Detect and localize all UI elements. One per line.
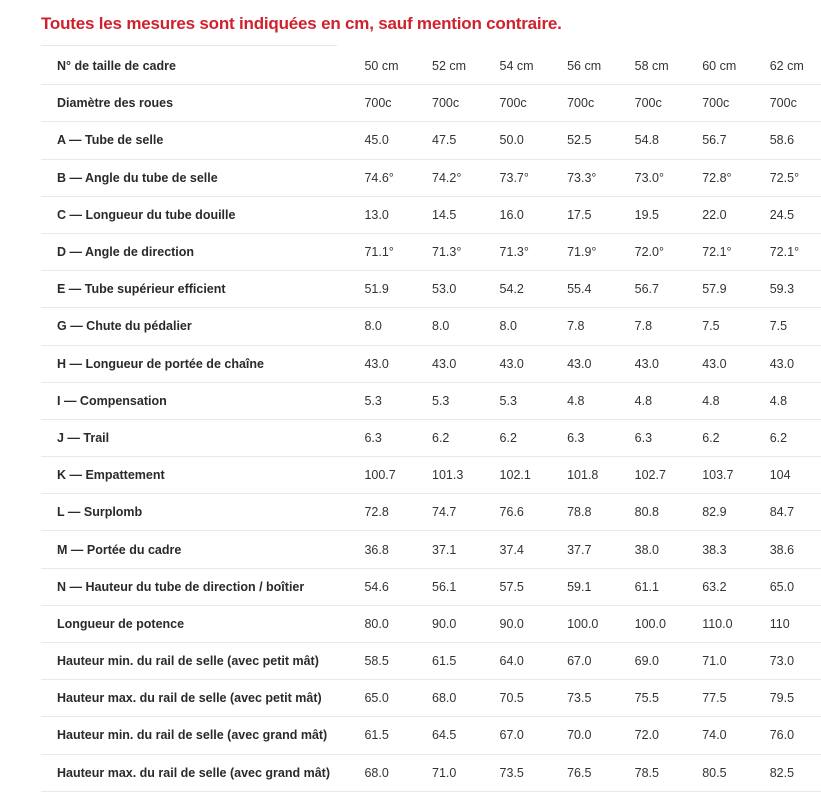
- table-cell: 73.0°: [635, 159, 703, 196]
- table-cell: 71.9°: [567, 233, 635, 270]
- table-cell: 80.0: [364, 605, 432, 642]
- table-cell: 103.7: [702, 457, 770, 494]
- table-cell: 6.2: [500, 419, 568, 456]
- table-cell: 37.1: [432, 531, 500, 568]
- table-cell: 5.3: [432, 382, 500, 419]
- row-label: Hauteur min. du rail de selle (avec grand mât): [41, 717, 364, 754]
- table-cell: 64.0: [500, 643, 568, 680]
- table-cell: 68.0: [364, 754, 432, 791]
- table-cell: 43.0: [702, 345, 770, 382]
- table-cell: 102.7: [635, 457, 703, 494]
- table-cell: 55.4: [567, 271, 635, 308]
- table-cell: 43.0: [364, 345, 432, 382]
- table-cell: 6.2: [702, 419, 770, 456]
- row-label: M — Portée du cadre: [41, 531, 364, 568]
- table-cell: 60 cm: [702, 48, 770, 85]
- table-row: [41, 122, 821, 159]
- table-cell: 102.1: [500, 457, 568, 494]
- table-row: [41, 271, 821, 308]
- table-cell: 72.1°: [770, 233, 821, 270]
- table-cell: 57.9: [702, 271, 770, 308]
- table-cell: 72.0: [635, 717, 703, 754]
- geometry-table: [41, 48, 821, 792]
- table-cell: 43.0: [432, 345, 500, 382]
- table-row: [41, 494, 821, 531]
- table-cell: 78.8: [567, 494, 635, 531]
- table-cell: 74.0: [702, 717, 770, 754]
- table-cell: 700c: [567, 85, 635, 122]
- table-cell: 43.0: [770, 345, 821, 382]
- table-cell: 700c: [770, 85, 821, 122]
- table-cell: 5.3: [500, 382, 568, 419]
- table-cell: 4.8: [702, 382, 770, 419]
- table-cell: 62 cm: [770, 48, 821, 85]
- geometry-table-viewport[interactable]: [41, 48, 804, 800]
- table-cell: 58 cm: [635, 48, 703, 85]
- table-cell: 72.0°: [635, 233, 703, 270]
- table-row: [41, 382, 821, 419]
- table-row: [41, 605, 821, 642]
- table-cell: 51.9: [364, 271, 432, 308]
- table-cell: 90.0: [432, 605, 500, 642]
- table-cell: 6.2: [770, 419, 821, 456]
- row-label: C — Longueur du tube douille: [41, 196, 364, 233]
- table-cell: 65.0: [364, 680, 432, 717]
- table-cell: 67.0: [500, 717, 568, 754]
- table-cell: 38.6: [770, 531, 821, 568]
- table-cell: 73.7°: [500, 159, 568, 196]
- table-row: [41, 531, 821, 568]
- table-cell: 61.5: [432, 643, 500, 680]
- table-cell: 100.7: [364, 457, 432, 494]
- table-cell: 700c: [432, 85, 500, 122]
- table-cell: 700c: [702, 85, 770, 122]
- table-cell: 61.1: [635, 568, 703, 605]
- table-cell: 8.0: [364, 308, 432, 345]
- table-cell: 700c: [500, 85, 568, 122]
- table-row: [41, 85, 821, 122]
- table-cell: 71.3°: [500, 233, 568, 270]
- table-cell: 59.1: [567, 568, 635, 605]
- table-row: [41, 233, 821, 270]
- table-cell: 71.3°: [432, 233, 500, 270]
- table-cell: 6.3: [364, 419, 432, 456]
- table-cell: 37.4: [500, 531, 568, 568]
- table-cell: 71.0: [702, 643, 770, 680]
- table-cell: 68.0: [432, 680, 500, 717]
- row-label: N — Hauteur du tube de direction / boîtier: [41, 568, 364, 605]
- table-cell: 38.0: [635, 531, 703, 568]
- page-title: Toutes les mesures sont indiquées en cm, sauf mention contraire.: [41, 14, 562, 33]
- row-label: G — Chute du pédalier: [41, 308, 364, 345]
- table-cell: 54.6: [364, 568, 432, 605]
- row-label: J — Trail: [41, 419, 364, 456]
- table-cell: 52.5: [567, 122, 635, 159]
- table-cell: 54.8: [635, 122, 703, 159]
- table-cell: 54.2: [500, 271, 568, 308]
- table-row: [41, 680, 821, 717]
- table-cell: 84.7: [770, 494, 821, 531]
- table-cell: 58.6: [770, 122, 821, 159]
- table-cell: 6.3: [567, 419, 635, 456]
- table-cell: 57.5: [500, 568, 568, 605]
- table-cell: 65.0: [770, 568, 821, 605]
- table-row: [41, 159, 821, 196]
- table-cell: 7.5: [702, 308, 770, 345]
- table-cell: 76.6: [500, 494, 568, 531]
- table-cell: 78.5: [635, 754, 703, 791]
- row-label: H — Longueur de portée de chaîne: [41, 345, 364, 382]
- row-label: I — Compensation: [41, 382, 364, 419]
- table-cell: 43.0: [567, 345, 635, 382]
- row-label: Hauteur max. du rail de selle (avec grand mât): [41, 754, 364, 791]
- table-cell: 56 cm: [567, 48, 635, 85]
- table-cell: 22.0: [702, 196, 770, 233]
- table-cell: 53.0: [432, 271, 500, 308]
- table-cell: 73.3°: [567, 159, 635, 196]
- table-cell: 77.5: [702, 680, 770, 717]
- table-cell: 61.5: [364, 717, 432, 754]
- title-divider: [41, 45, 337, 46]
- row-label: B — Angle du tube de selle: [41, 159, 364, 196]
- table-cell: 7.8: [635, 308, 703, 345]
- table-row: [41, 717, 821, 754]
- table-row: [41, 196, 821, 233]
- table-cell: 4.8: [567, 382, 635, 419]
- table-row: [41, 48, 821, 85]
- table-cell: 56.7: [702, 122, 770, 159]
- table-cell: 76.5: [567, 754, 635, 791]
- row-label: N° de taille de cadre: [41, 48, 364, 85]
- table-cell: 70.5: [500, 680, 568, 717]
- table-row: [41, 568, 821, 605]
- table-cell: 82.5: [770, 754, 821, 791]
- row-label: K — Empattement: [41, 457, 364, 494]
- table-row: [41, 457, 821, 494]
- table-cell: 71.0: [432, 754, 500, 791]
- row-label: D — Angle de direction: [41, 233, 364, 270]
- table-row: [41, 754, 821, 791]
- table-cell: 5.3: [364, 382, 432, 419]
- table-cell: 76.0: [770, 717, 821, 754]
- table-cell: 47.5: [432, 122, 500, 159]
- table-cell: 50 cm: [364, 48, 432, 85]
- table-cell: 73.0: [770, 643, 821, 680]
- table-cell: 90.0: [500, 605, 568, 642]
- geometry-table-body: [41, 48, 821, 791]
- table-cell: 14.5: [432, 196, 500, 233]
- table-cell: 6.3: [635, 419, 703, 456]
- table-cell: 54 cm: [500, 48, 568, 85]
- table-cell: 100.0: [635, 605, 703, 642]
- table-cell: 38.3: [702, 531, 770, 568]
- table-cell: 56.7: [635, 271, 703, 308]
- table-cell: 73.5: [567, 680, 635, 717]
- table-cell: 101.3: [432, 457, 500, 494]
- table-cell: 63.2: [702, 568, 770, 605]
- table-cell: 72.8°: [702, 159, 770, 196]
- table-cell: 16.0: [500, 196, 568, 233]
- table-cell: 72.8: [364, 494, 432, 531]
- table-cell: 80.8: [635, 494, 703, 531]
- table-cell: 13.0: [364, 196, 432, 233]
- table-cell: 700c: [364, 85, 432, 122]
- table-cell: 64.5: [432, 717, 500, 754]
- table-cell: 72.1°: [702, 233, 770, 270]
- table-cell: 43.0: [635, 345, 703, 382]
- table-cell: 74.7: [432, 494, 500, 531]
- table-row: [41, 419, 821, 456]
- table-cell: 101.8: [567, 457, 635, 494]
- table-cell: 69.0: [635, 643, 703, 680]
- table-cell: 74.6°: [364, 159, 432, 196]
- table-cell: 70.0: [567, 717, 635, 754]
- table-cell: 82.9: [702, 494, 770, 531]
- table-cell: 104: [770, 457, 821, 494]
- table-cell: 72.5°: [770, 159, 821, 196]
- table-cell: 24.5: [770, 196, 821, 233]
- row-label: A — Tube de selle: [41, 122, 364, 159]
- table-cell: 700c: [635, 85, 703, 122]
- row-label: E — Tube supérieur efficient: [41, 271, 364, 308]
- table-cell: 7.5: [770, 308, 821, 345]
- table-cell: 110.0: [702, 605, 770, 642]
- table-cell: 45.0: [364, 122, 432, 159]
- table-cell: 43.0: [500, 345, 568, 382]
- table-cell: 4.8: [770, 382, 821, 419]
- row-label: Longueur de potence: [41, 605, 364, 642]
- table-cell: 58.5: [364, 643, 432, 680]
- table-cell: 19.5: [635, 196, 703, 233]
- table-cell: 75.5: [635, 680, 703, 717]
- table-cell: 110: [770, 605, 821, 642]
- table-cell: 74.2°: [432, 159, 500, 196]
- row-label: L — Surplomb: [41, 494, 364, 531]
- table-cell: 37.7: [567, 531, 635, 568]
- table-cell: 71.1°: [364, 233, 432, 270]
- table-cell: 100.0: [567, 605, 635, 642]
- table-cell: 7.8: [567, 308, 635, 345]
- table-cell: 67.0: [567, 643, 635, 680]
- table-cell: 79.5: [770, 680, 821, 717]
- table-cell: 17.5: [567, 196, 635, 233]
- table-cell: 6.2: [432, 419, 500, 456]
- table-cell: 8.0: [500, 308, 568, 345]
- table-cell: 52 cm: [432, 48, 500, 85]
- table-row: [41, 643, 821, 680]
- table-row: [41, 308, 821, 345]
- row-label: Hauteur min. du rail de selle (avec petit mât): [41, 643, 364, 680]
- row-label: Hauteur max. du rail de selle (avec petit mât): [41, 680, 364, 717]
- row-label: Diamètre des roues: [41, 85, 364, 122]
- table-cell: 50.0: [500, 122, 568, 159]
- table-cell: 4.8: [635, 382, 703, 419]
- table-cell: 56.1: [432, 568, 500, 605]
- table-cell: 36.8: [364, 531, 432, 568]
- table-cell: 59.3: [770, 271, 821, 308]
- table-cell: 8.0: [432, 308, 500, 345]
- table-cell: 73.5: [500, 754, 568, 791]
- table-cell: 80.5: [702, 754, 770, 791]
- table-row: [41, 345, 821, 382]
